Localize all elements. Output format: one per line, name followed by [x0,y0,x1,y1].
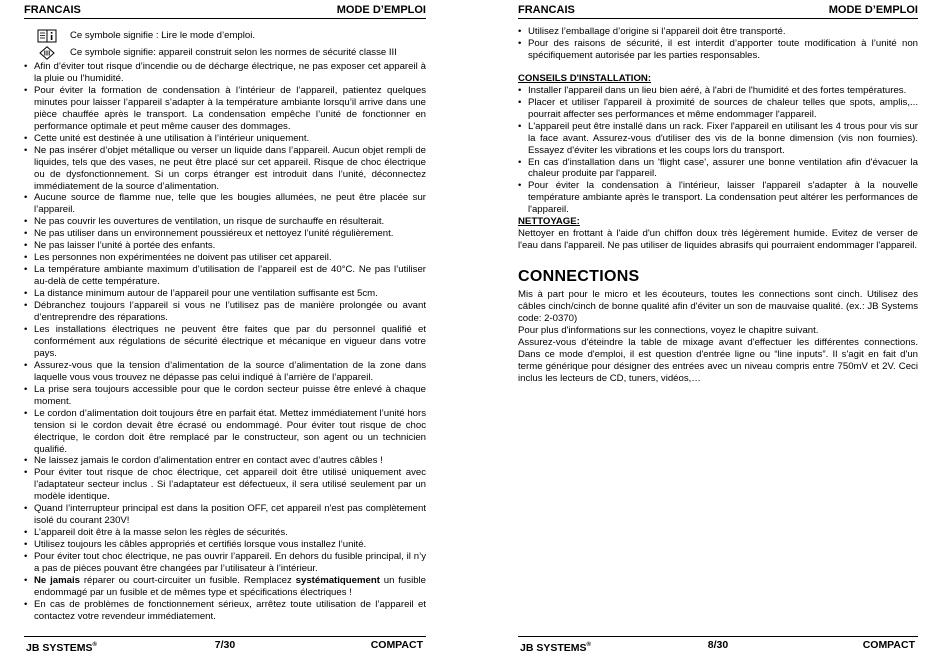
cleaning-heading: NETTOYAGE: [518,216,580,228]
list-item: • Placer et utiliser l'appareil à proximité de sources de chaleur telles que spots, amplis,... pourrait affecter ses performances et même endommager l'appareil. [518,97,918,121]
list-item: • Ne pas utiliser dans un environnement poussiéreux et nettoyez l’unité régulièrement. [24,228,426,240]
page-number: 7/30 [214,639,236,651]
connections-paragraph-1: Mis à part pour le micro et les écouteurs, toutes les connections sont cinch. Utilisez des câbles cinch/cinch de bonne qualité afin d'éviter un son de mauvaise qualité. (ex.: JB Systems code: 2-0370) [518,289,918,325]
emphasis-systematically: systématiquement [295,574,380,586]
fuse-text-1: réparer ou court-circuiter un fusible. Remplacez [79,574,296,586]
page-footer [24,636,426,653]
list-item: • Le cordon d’alimentation doit toujours être en parfait état. Mettez immédiatement l’unité hors tension si le cordon devait être écrasé ou endommagé. Pour éviter tout risque de choc électrique, le cordon doit être remplacé par le constructeur, son agent ou un technicien qualifié. [24,408,426,456]
installation-list [518,85,918,216]
header-language: FRANCAIS [24,4,81,16]
list-item: • L’appareil doit être à la masse selon les règles de sécurités. [24,527,426,539]
list-item: • Quand l’interrupteur principal est dans la position OFF, cet appareil n'est pas complètement isolé du courant 230V! [24,503,426,527]
symbol-text: Ce symbole signifie: appareil construit selon les normes de sécurité classe III [70,46,397,58]
footer-model: COMPACT [370,639,423,651]
cleaning-text: Nettoyer en frottant à l'aide d'un chiffon doux très légèrement humide. Evitez de verser de l'eau dans l'appareil. Ne pas utiliser de liquides abrasifs qui pourraient endommager l'appareil. [518,228,918,252]
list-item: • Pour éviter la condensation à l'intérieur, laisser l'appareil s'adapter à la nouvelle température ambiante après le transport. La condensation peut altérer les performances de l'appareil. [518,180,918,216]
brand-name: JB SYSTEMS [520,642,587,654]
symbol-row-class-iii [24,44,426,61]
transport-list [518,26,918,62]
list-item: • Ne pas laisser l’unité à portée des enfants. [24,240,426,252]
registered-mark: ® [92,642,97,648]
symbol-text: Ce symbole signifie : Lire le mode d’emploi. [70,29,256,41]
header-manual-title: MODE D’EMPLOI [336,4,426,16]
list-item: • Les installations électriques ne peuvent être faites que par du personnel qualifié et conformément aux régulations de sécurité électrique et mécanique en vigueur dans votre pays. [24,324,426,360]
page-header [24,2,426,19]
list-item: • Ne pas insérer d’objet métallique ou verser un liquide dans l’appareil. Aucun objet rempli de liquides, tels que des vases, ne peut être placé sur cet appareil. Risque de choc électrique ou de dysfonctionnement. Si un corps étranger est introduit dans l’unité, déconnectez immédiatement de la source d’alimentation. [24,145,426,193]
header-language: FRANCAIS [518,4,575,16]
list-item: • Pour éviter tout choc électrique, ne pas ouvrir l’appareil. En dehors du fusible principal, il n’y a pas de pièces pouvant être changées par l’utilisateur à l’intérieur. [24,551,426,575]
connections-paragraph-2: Pour plus d'informations sur les connections, voyez le chapitre suivant. [518,325,819,337]
registered-mark: ® [586,642,591,648]
list-item: • Utilisez l’emballage d’origine si l’appareil doit être transporté. [518,26,918,38]
list-item: • La température ambiante maximum d’utilisation de l’appareil est de 40°C. Ne pas l’utiliser au-delà de cette température. [24,264,426,288]
list-item: • Les personnes non expérimentées ne doivent pas utiliser cet appareil. [24,252,426,264]
list-item: • La prise sera toujours accessible pour que le cordon secteur puisse être enlevé à chaque moment. [24,384,426,408]
list-item: • Débranchez toujours l’appareil si vous ne l’utilisez pas de manière prolongée ou avant d’entreprendre des réparations. [24,300,426,324]
list-item: • Installer l'appareil dans un lieu bien aéré, à l'abri de l'humidité et des fortes températures. [518,85,918,97]
read-manual-icon [36,29,58,42]
safety-list [24,61,426,623]
list-item: • Pour éviter la formation de condensation à l’intérieur de l’appareil, patientez quelques minutes pour laisser l’appareil s’adapter à la température ambiante lorsqu’il arrive dans une pièce chauffée après le transport. La condensation empêche l’unité de fonctionner en performance optimale et peut même causer des dommages. [24,85,426,133]
list-item: • Aucune source de flamme nue, telle que les bougies allumées, ne peut être placée sur l’appareil. [24,192,426,216]
page-header [518,2,918,19]
installation-heading: CONSEILS D'INSTALLATION: [518,72,652,84]
class-iii-icon [36,46,58,59]
list-item: • Assurez-vous que la tension d’alimentation de la source d’alimentation de la zone dans laquelle vous vous trouvez ne dépasse pas celui indiqué à l’arrière de l’appareil. [24,360,426,384]
list-item: • Cette unité est destinée à une utilisation à l’intérieur uniquement. [24,133,426,145]
connections-paragraph-3: Assurez-vous d'éteindre la table de mixage avant d'effectuer les différentes connections. Dans ce mode d'emploi, il est question d'entrée ligne ou “line inputs”. Il s'agit en fait d'un terme générique pour désigner des entrées avec un niveau compris entre 750mV et 2V. Ceci inclus les lecteurs de CD, tuners, vidéos,… [518,336,918,384]
right-page [518,0,918,659]
footer-brand [26,637,97,656]
brand-name: JB SYSTEMS [26,642,93,654]
footer-model: COMPACT [862,639,915,651]
list-item: • Pour des raisons de sécurité, il est interdit d’apporter toute modification à l’unité non spécifiquement autorisée par les parties responsables. [518,38,918,62]
symbol-row-read-manual [24,27,426,44]
emphasis-never: Ne jamais [34,574,80,586]
page-footer [518,636,918,653]
list-item: • Ne laissez jamais le cordon d’alimentation entrer en contact avec d’autres câbles ! [24,455,426,467]
footer-brand [520,637,591,656]
left-page-body [24,27,426,623]
list-item: • Utilisez toujours les câbles appropriés et certifiés lorsque vous installez l’unité. [24,539,426,551]
list-item: • La distance minimum autour de l’appareil pour une ventilation suffisante est 5cm. [24,288,426,300]
list-item: • Afin d’éviter tout risque d’incendie ou de décharge électrique, ne pas exposer cet appareil à la pluie ou l’humidité. [24,61,426,85]
left-page [24,0,426,659]
list-item-fuse [24,575,426,599]
list-item: • En cas d'installation dans un 'flight case', assurer une bonne ventilation afin d'évacuer la chaleur produite par l'appareil. [518,157,918,181]
list-item: • Ne pas couvrir les ouvertures de ventilation, un risque de surchauffe en résulterait. [24,216,426,228]
connections-heading: CONNECTIONS [518,268,640,286]
right-page-body [518,26,918,385]
header-manual-title: MODE D’EMPLOI [828,4,918,16]
fuse-text-2: un fusible endommagé par un fusible et de mêmes type et spécifications électriques ! [34,574,426,598]
list-item: • Pour éviter tout risque de choc électrique, cet appareil doit être utilisé uniquement avec l’adaptateur secteur inclus . Si l’adaptateur est défectueux, il sera utilisé seulement par un modèle identique. [24,467,426,503]
list-item: • En cas de problèmes de fonctionnement sérieux, arrêtez toute utilisation de l’appareil et contactez votre revendeur immédiatement. [24,599,426,623]
list-item: • L'appareil peut être installé dans un rack. Fixer l'appareil en utilisant les 4 trous pour vis sur la face avant. Assurez-vous d'utiliser des vis de la bonne dimension (vis non fournies). Essayez d'éviter les vibrations et les coups lors du transport. [518,121,918,157]
page-number: 8/30 [707,639,729,651]
